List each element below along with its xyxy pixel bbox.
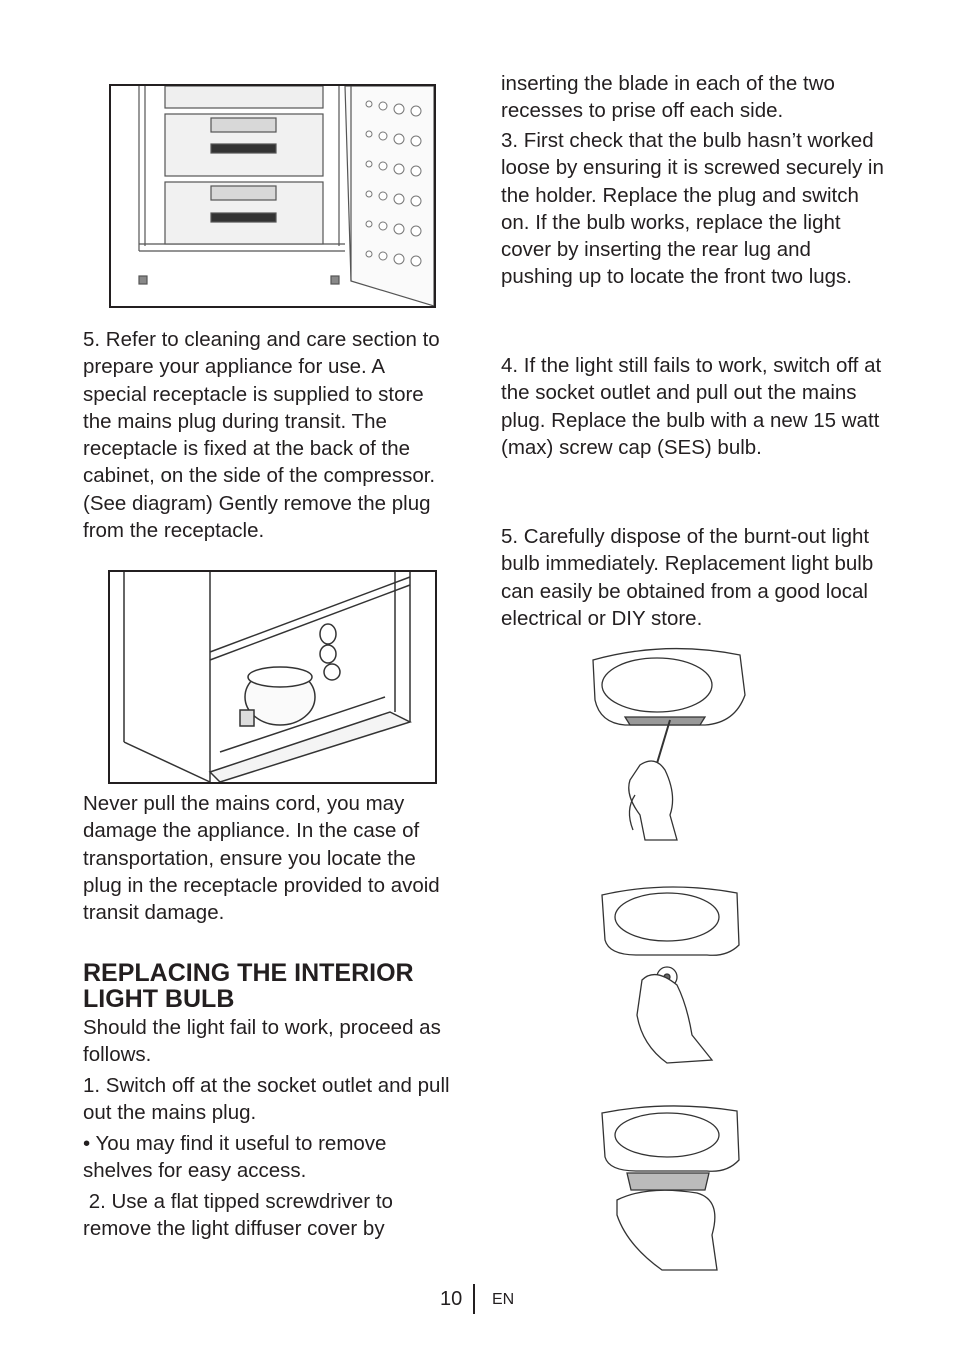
language-code: EN	[492, 1291, 515, 1308]
compressor-illustration	[110, 572, 435, 782]
freezer-drawers-figure	[109, 84, 436, 308]
never-pull-paragraph: Never pull the mains cord, you may damage the appliance. In the case of transportation, ensure you locate the plug in the receptacle provided to avoid transit damage.	[83, 792, 440, 925]
step3-paragraph: 3. First check that the bulb hasn’t worked loose by ensuring it is screwed securely in the holder. Replace the plug and switch on. If the bulb works, replace the light cover by inserting the rear lug and pushing up to locate the front two lugs.	[501, 129, 884, 289]
screwdriver-cover-illustration	[585, 645, 750, 845]
compressor-figure	[108, 570, 437, 784]
step4-paragraph: 4. If the light still fails to work, switch off at the socket outlet and pull out the mains plug. Replace the bulb with a new 15 watt (max) screw cap (SES) bulb.	[501, 354, 882, 459]
cover-replace-illustration	[597, 1105, 747, 1275]
bullet-paragraph: • You may find it useful to remove shelves for easy access.	[83, 1132, 387, 1183]
continuation-paragraph: inserting the blade in each of the two recesses to prise off each side.	[501, 72, 835, 123]
step5-paragraph: 5. Refer to cleaning and care section to prepare your appliance for use. A special receptacle is supplied to store the mains plug during transit. The receptacle is fixed at the back of the cabinet, on the side of the compressor. (See diagram) Gently remove the plug from the receptacle.	[83, 328, 440, 543]
footer-divider	[473, 1284, 475, 1314]
bulb-removal-illustration	[597, 885, 747, 1065]
step2-paragraph: 2. Use a flat tipped screwdriver to remove the light diffuser cover by	[83, 1190, 399, 1241]
step1-paragraph: 1. Switch off at the socket outlet and pull out the mains plug.	[83, 1074, 450, 1125]
section-heading: REPLACING THE INTERIOR LIGHT BULB	[83, 959, 414, 1013]
page-number: 10	[440, 1288, 463, 1310]
step5-right-paragraph: 5. Carefully dispose of the burnt-out light bulb immediately. Replacement light bulb can easily be obtained from a good local electrical or DIY store.	[501, 525, 874, 630]
freezer-drawers-illustration	[111, 86, 434, 306]
intro-paragraph: Should the light fail to work, proceed as follows.	[83, 1016, 441, 1067]
